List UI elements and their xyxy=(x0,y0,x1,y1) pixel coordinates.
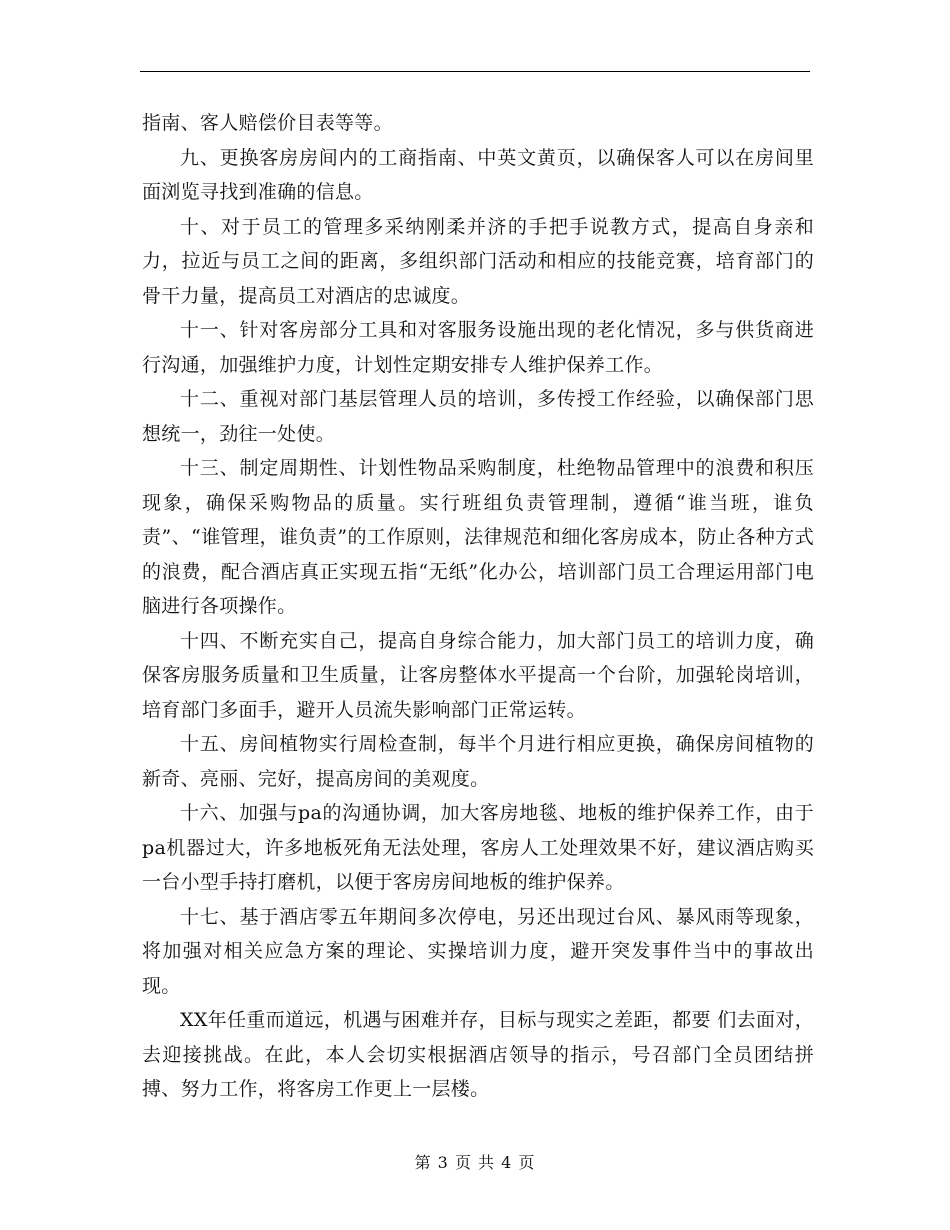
paragraph-item-14: 十四、不断充实自己，提高自身综合能力，加大部门员工的培训力度，确保客房服务质量和卫生质量，让客房整体水平提高一个台阶，加强轮岗培训，培育部门多面手，避开人员流失影响部门正常运转。 xyxy=(142,629,814,721)
paragraph-item-9: 九、更换客房房间内的工商指南、中英文黄页，以确保客人可以在房间里面浏览寻找到准确的信息。 xyxy=(142,146,814,203)
paragraph-item-15: 十五、房间植物实行周检查制，每半个月进行相应更换，确保房间植物的新奇、亮丽、完好，提高房间的美观度。 xyxy=(142,733,814,790)
paragraph-item-16: 十六、加强与pa的沟通协调，加大客房地毯、地板的维护保养工作，由于pa机器过大，许多地板死角无法处理，客房人工处理效果不好，建议酒店购买一台小型手持打磨机，以便于客房房间地板的维护保养。 xyxy=(142,802,814,893)
document-body xyxy=(142,106,814,1107)
paragraph-item-12: 十二、重视对部门基层管理人员的培训，多传授工作经验，以确保部门思想统一，劲往一处使。 xyxy=(142,388,814,445)
paragraph-continued: 指南、客人赔偿价目表等等。 xyxy=(142,112,393,134)
paragraph-item-11: 十一、针对客房部分工具和对客服务设施出现的老化情况，多与供货商进行沟通，加强维护力度，计划性定期安排专人维护保养工作。 xyxy=(142,319,814,376)
paragraph-item-10: 十、对于员工的管理多采纳刚柔并济的手把手说教方式，提高自身亲和力，拉近与员工之间的距离，多组织部门活动和相应的技能竞赛，培育部门的骨干力量，提高员工对酒店的忠诚度。 xyxy=(142,215,814,307)
page-number-footer: 第 3 页 共 4 页 xyxy=(414,1153,536,1172)
paragraph-item-17: 十七、基于酒店零五年期间多次停电，另还出现过台风、暴风雨等现象，将加强对相关应急方案的理论、实操培训力度，避开突发事件当中的事故出现。 xyxy=(142,905,814,997)
paragraph-item-13: 十三、制定周期性、计划性物品采购制度，杜绝物品管理中的浪费和积压现象，确保采购物品的质量。实行班组负责管理制，遵循“谁当班，谁负责”、“谁管理，谁负责”的工作原则，法律规范和细化客房成本，防止各种方式的浪费，配合酒店真正实现五指“无纸”化办公，培训部门员工合理运用部门电脑进行各项操作。 xyxy=(142,457,814,617)
header-rule xyxy=(140,71,810,72)
paragraph-conclusion: XX年任重而道远，机遇与困难并存，目标与现实之差距，都要 们去面对，去迎接挑战。在此，本人会切实根据酒店领导的指示，号召部门全员团结拼搏、努力工作，将客房工作更上一层楼。 xyxy=(142,1009,814,1100)
